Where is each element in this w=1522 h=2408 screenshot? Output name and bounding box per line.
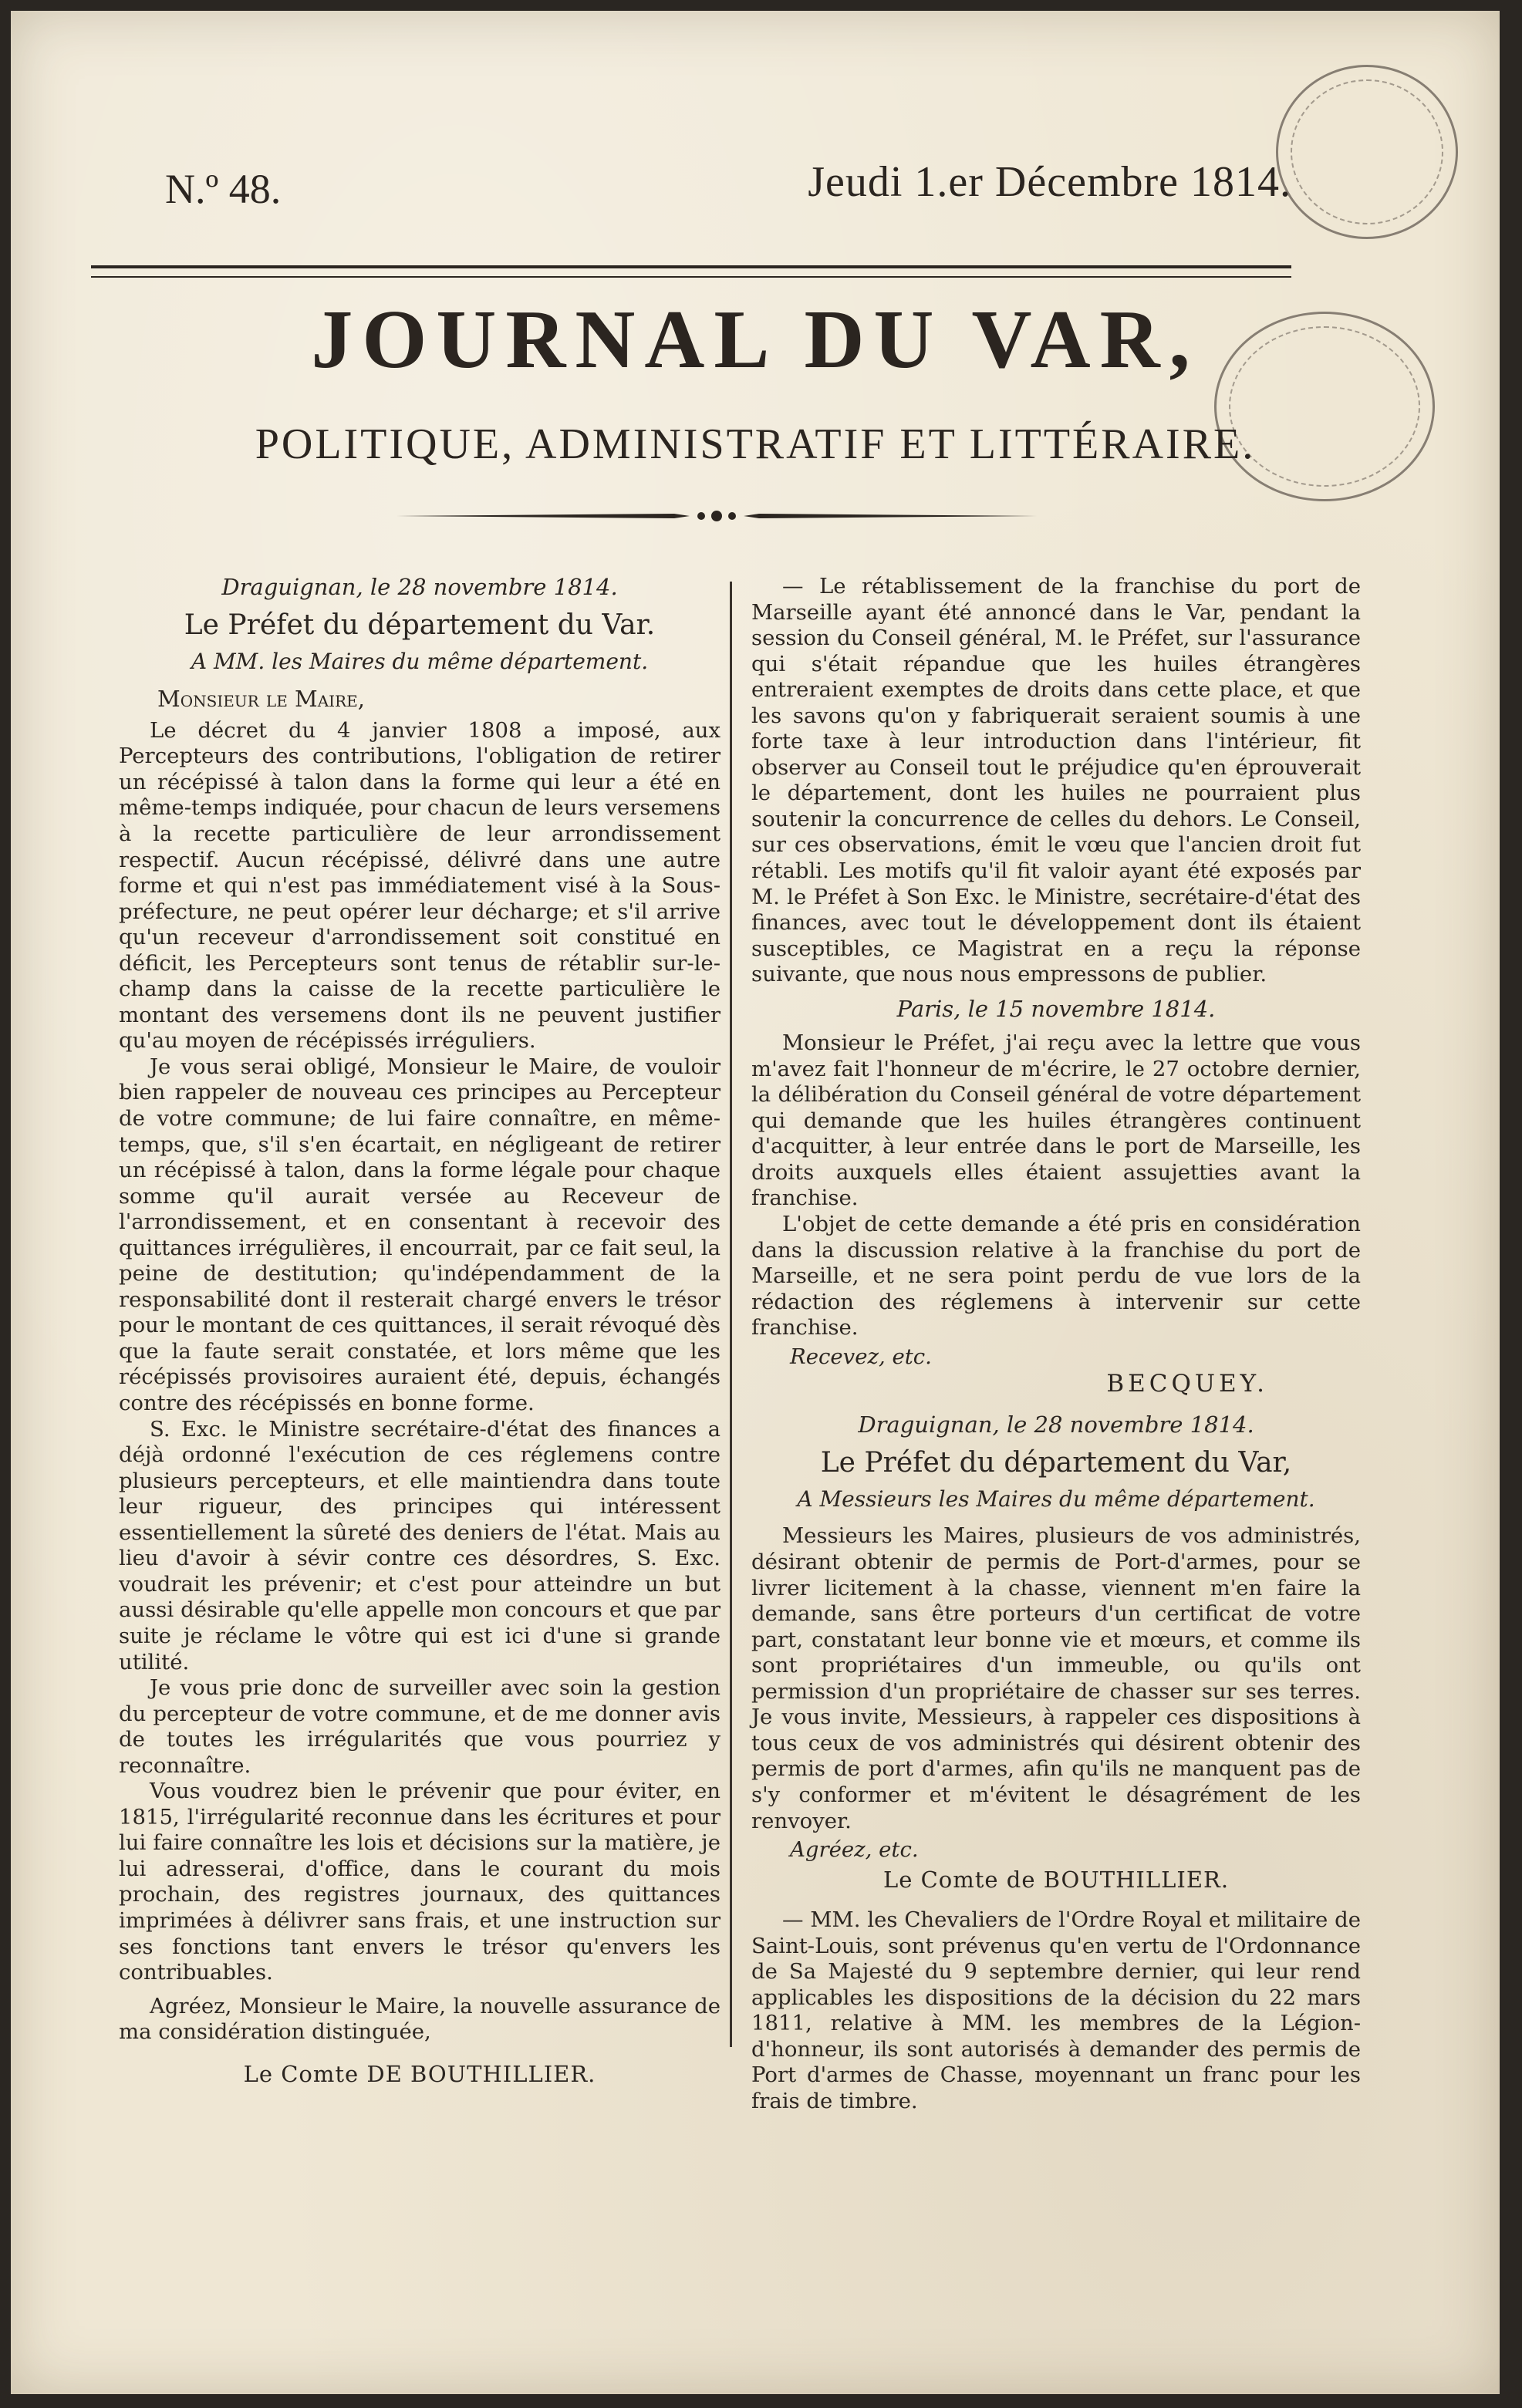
issue-header <box>165 157 1291 227</box>
article-paragraph: Je vous serai obligé, Monsieur le Maire, de vouloir bien rappeler de nouveau ces principes au Percepteur de votre commune; de lui faire connaître, en même-temps, que, s'il s'en écartait, en négligeant de retirer un récépissé à talon, dans la forme légale pour chaque somme qu'il aurait versée au Receveur de l'arrondissement, et en consentant à recevoir des quittances irrégulières, il encourrait, par ce fait seul, la peine de destitution; qu'indépendamment de la responsabilité dont il resterait chargé envers le trésor pour le montant de ces quittances, il serait révoqué dès que la faute serait constatée, et lors même que les récépissés provisoires auraient été, depuis, échangés contre des récépissés en bonne forme. <box>119 1054 721 1416</box>
article-addressee: A MM. les Maires du même département. <box>191 649 649 675</box>
newspaper-page <box>11 11 1500 2394</box>
second-addressee: A Messieurs les Maires du même département. <box>797 1486 1315 1513</box>
letter-closing: Recevez, etc. <box>790 1344 932 1369</box>
second-signature: Le Comte de BOUTHILLIER. <box>882 1866 1230 1893</box>
masthead-title: JOURNAL DU VAR, <box>311 294 1200 386</box>
spacer <box>751 1894 1361 1907</box>
postal-stamp-seal <box>1276 65 1458 239</box>
header-rule <box>91 265 1291 278</box>
article-paragraph: Le décret du 4 janvier 1808 a imposé, aux Percepteurs des contributions, l'obligation de retirer un récépissé à talon dans la forme qui leur a été en même-temps indiquée, pour chacun de leurs versemens à la recette particulière de leur arrondissement respectif. Aucun récépissé, délivré dans une autre forme et qui n'est pas immédiatement visé à la Sous-préfecture, ne peut opérer leur décharge; et s'il arrive qu'un receveur d'arrondissement soit constitué en déficit, les Percepteurs sont tenus de rétablir sur-le-champ dans la caisse de la recette particulière le montant des versemens dont ils ne peuvent justifier qu'au moyen de récépissés irréguliers. <box>119 717 721 1054</box>
article-headline: Le Préfet du département du Var. <box>184 609 656 642</box>
article-closing: Agréez, Monsieur le Maire, la nouvelle assurance de ma considération distinguée, <box>119 1993 721 2045</box>
dateline: Draguignan, le 28 novembre 1814. <box>221 574 618 600</box>
masthead-subtitle: POLITIQUE, ADMINISTRATIF ET LITTÉRAIRE. <box>255 420 1256 468</box>
second-dateline: Draguignan, le 28 novembre 1814. <box>858 1411 1254 1438</box>
issue-date: Jeudi 1.er Décembre 1814. <box>808 158 1291 206</box>
salutation: Monsieur le Maire, <box>157 686 365 713</box>
article-paragraph: S. Exc. le Ministre secrétaire-d'état des finances a déjà ordonné l'exécution de ces réglemens contre plusieurs percepteurs, et elle maintiendra dans toute leur rigueur, des principes qui intéressent essentiellement la sûreté des deniers de l'état. Mais au lieu d'avoir à sévir contre ces désordres, S. Exc. voudrait les prévenir; et c'est pour atteindre un but aussi désirable qu'elle appelle mon concours et que par suite je réclame le vôtre qui est ici d'une si grande utilité. <box>119 1416 721 1674</box>
letter-paragraph: L'objet de cette demande a été pris en considération dans la discussion relative à la franchise du port de Marseille, et ne sera point perdu de vue lors de la rédaction des réglemens à intervenir sur cette franchise. <box>751 1211 1361 1341</box>
article-paragraph: Je vous prie donc de surveiller avec soin la gestion du percepteur de votre commune, et de me donner avis de toutes les irrégularités que vous pourriez y reconnaître. <box>119 1675 721 1778</box>
second-headline: Le Préfet du département du Var, <box>820 1447 1292 1479</box>
second-closing: Agréez, etc. <box>790 1837 919 1863</box>
article-signature: Le Comte DE BOUTHILLIER. <box>243 2060 596 2087</box>
article-paragraph: Messieurs les Maires, plusieurs de vos administrés, désirant obtenir de permis de Port-d'armes, pour se livrer licitement à la chasse, viennent m'en faire la demande, sans être porteurs d'un certificat de votre part, constatant leur bonne vie et mœurs, et comme ils sont propriétaires d'un immeuble, ou qu'ils ont permission d'un propriétaire de chasser sur ses terres. Je vous invite, Messieurs, à rappeler ces dispositions à tous ceux de vos administrés qui désirent obtenir des permis de port d'armes, afin qu'ils ne manquent pas de s'y conformer et m'évitent le désagrément de les renvoyer. <box>751 1523 1361 1833</box>
ornamental-divider <box>397 504 1037 528</box>
article-paragraph: — Le rétablissement de la franchise du port de Marseille ayant été annoncé dans le Var, pendant la session du Conseil général, M. le Préfet, sur l'assurance qui s'était répandue que les huiles étrangères entreraient exemptes de droits dans cette place, et que les savons qu'on y fabriquerait seraient soumis à une forte taxe à leur introduction dans l'intérieur, fit observer au Conseil tout le préjudice qu'en éprouverait le département, dont les huiles ne pourraient plus soutenir la concurrence de celles du dehors. Le Conseil, sur ces observations, émit le vœu que l'ancien droit fut rétabli. Les motifs qu'il fit valoir ayant été exposés par M. le Préfet à Son Exc. le Ministre, secrétaire-d'état des finances, avec tout le développement dont ils étaient susceptibles, ce Magistrat en a reçu la réponse suivante, que nous nous empressons de publier. <box>751 574 1361 987</box>
left-column <box>119 574 721 2088</box>
column-divider <box>730 582 732 2047</box>
letter-dateline: Paris, le 15 novembre 1814. <box>896 995 1216 1022</box>
article-paragraph: — MM. les Chevaliers de l'Ordre Royal et militaire de Saint-Louis, sont prévenus qu'en vertu de l'Ordonnance de Sa Majesté du 9 septembre dernier, qui leur rend applicables les dispositions de la décision du 22 mars 1811, relative à MM. les membres de la Légion-d'honneur, ils sont autorisés à demander des permis de Port d'armes de Chasse, moyennant un franc pour les frais de timbre. <box>751 1907 1361 2113</box>
article-paragraph: Vous voudrez bien le prévenir que pour éviter, en 1815, l'irrégularité reconnue dans les écritures et pour lui faire connaître les lois et décisions sur la matière, je lui adresserai, d'office, dans le courant du mois prochain, des registres journaux, des quittances imprimées à délivrer sans frais, et une instruction sur ses fonctions tant envers le trésor qu'envers les contribuables. <box>119 1779 721 1985</box>
letter-signature: BECQUEY. <box>1106 1370 1268 1398</box>
right-column <box>751 574 1361 2114</box>
issue-number: N.º 48. <box>165 166 282 212</box>
letter-paragraph: Monsieur le Préfet, j'ai reçu avec la lettre que vous m'avez fait l'honneur de m'écrire, le 27 octobre dernier, la délibération du Conseil général de votre département qui demande que les huiles étrangères continuent d'acquitter, à leur entrée dans le port de Marseille, les droits auxquels elles étaient assujetties avant la franchise. <box>751 1030 1361 1211</box>
